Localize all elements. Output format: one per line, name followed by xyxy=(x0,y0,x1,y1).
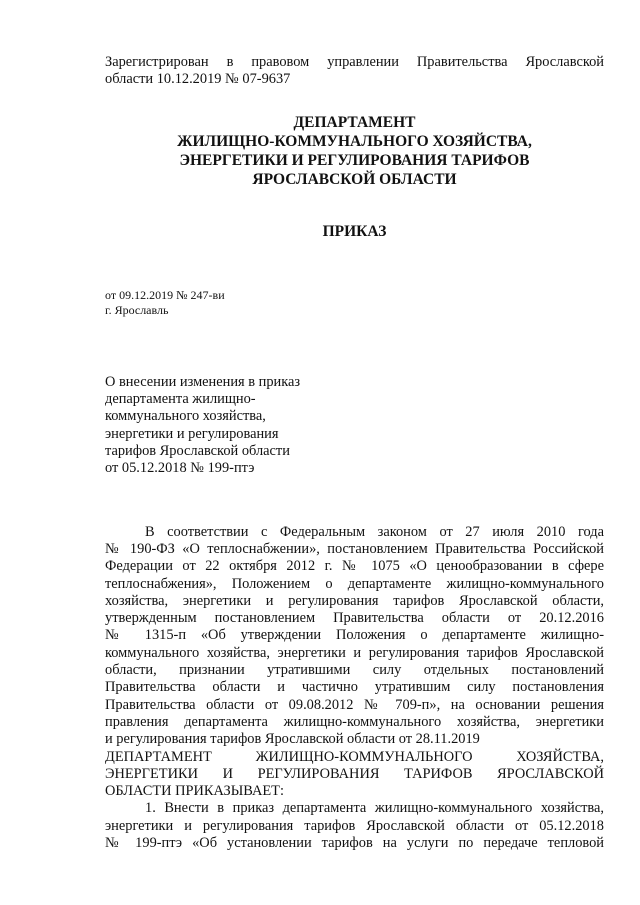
order-body xyxy=(105,524,604,853)
subject-line: О внесении изменения в приказ xyxy=(105,373,301,390)
order-city: г. Ярославль xyxy=(105,302,169,317)
body-line: энергетики и регулирования тарифов Ярославской области от 05.12.2018 xyxy=(105,817,604,834)
header-line-3: ЭНЕРГЕТИКИ И РЕГУЛИРОВАНИЯ ТАРИФОВ xyxy=(179,151,530,169)
body-line: утвержденным постановлением Правительства области от 20.12.2016 xyxy=(105,610,604,627)
registration-line-2: области 10.12.2019 № 07-9637 xyxy=(105,71,291,88)
body-line: области, признании утратившими силу отдельных постановлений xyxy=(105,662,604,679)
order-meta xyxy=(105,288,604,318)
body-line: и регулирования тарифов Ярославской области от 28.11.2019 xyxy=(105,731,480,748)
subject-line: тарифов Ярославской области xyxy=(105,443,290,460)
body-line: Правительства области от 09.08.2012 № 709-п», на основании решения xyxy=(105,696,604,713)
order-date-number: от 09.12.2019 № 247-ви xyxy=(105,287,225,302)
body-line: В соответствии с Федеральным законом от 27 июля 2010 года xyxy=(145,523,604,540)
order-subject xyxy=(105,374,604,478)
registration-note xyxy=(105,54,604,89)
body-line: коммунального хозяйства, энергетики и регулирования тарифов Ярославской xyxy=(105,644,604,661)
order-title: ПРИКАЗ xyxy=(322,222,387,240)
subject-line: от 05.12.2018 № 199-птэ xyxy=(105,460,255,477)
body-line: 1. Внести в приказ департамента жилищно-коммунального хозяйства, xyxy=(145,800,604,817)
subject-line: коммунального хозяйства, xyxy=(105,408,266,425)
header-line-1: ДЕПАРТАМЕНТ xyxy=(293,113,416,131)
body-line: теплоснабжения», Положением о департаменте жилищно-коммунального xyxy=(105,575,604,592)
body-line: Федерации от 22 октября 2012 г. № 1075 «О ценообразовании в сфере xyxy=(105,558,604,575)
body-line: ДЕПАРТАМЕНТ ЖИЛИЩНО-КОММУНАЛЬНОГО ХОЗЯЙСТВА, xyxy=(105,748,604,765)
body-line: № 1315-п «Об утверждении Положения о департаменте жилищно- xyxy=(105,627,604,644)
body-line: № 199-птэ «Об установлении тарифов на услуги по передаче тепловой xyxy=(105,835,604,852)
department-header xyxy=(105,113,604,189)
subject-line: департамента жилищно- xyxy=(105,391,256,408)
body-line: хозяйства, энергетики и регулирования тарифов Ярославской области, xyxy=(105,592,604,609)
body-line: правления департамента жилищно-коммунального хозяйства, энергетики xyxy=(105,713,604,730)
body-line: Правительства области и частично утратившим силу постановления xyxy=(105,679,604,696)
header-line-2: ЖИЛИЩНО-КОММУНАЛЬНОГО ХОЗЯЙСТВА, xyxy=(177,132,532,150)
header-line-4: ЯРОСЛАВСКОЙ ОБЛАСТИ xyxy=(252,170,457,188)
subject-line: энергетики и регулирования xyxy=(105,425,279,442)
registration-line-1: Зарегистрирован в правовом управлении Правительства Ярославской xyxy=(105,54,604,70)
body-line: ОБЛАСТИ ПРИКАЗЫВАЕТ: xyxy=(105,783,284,800)
body-line: ЭНЕРГЕТИКИ И РЕГУЛИРОВАНИЯ ТАРИФОВ ЯРОСЛАВСКОЙ xyxy=(105,765,604,782)
body-line: № 190-ФЗ «О теплоснабжении», постановлением Правительства Российской xyxy=(105,540,604,557)
